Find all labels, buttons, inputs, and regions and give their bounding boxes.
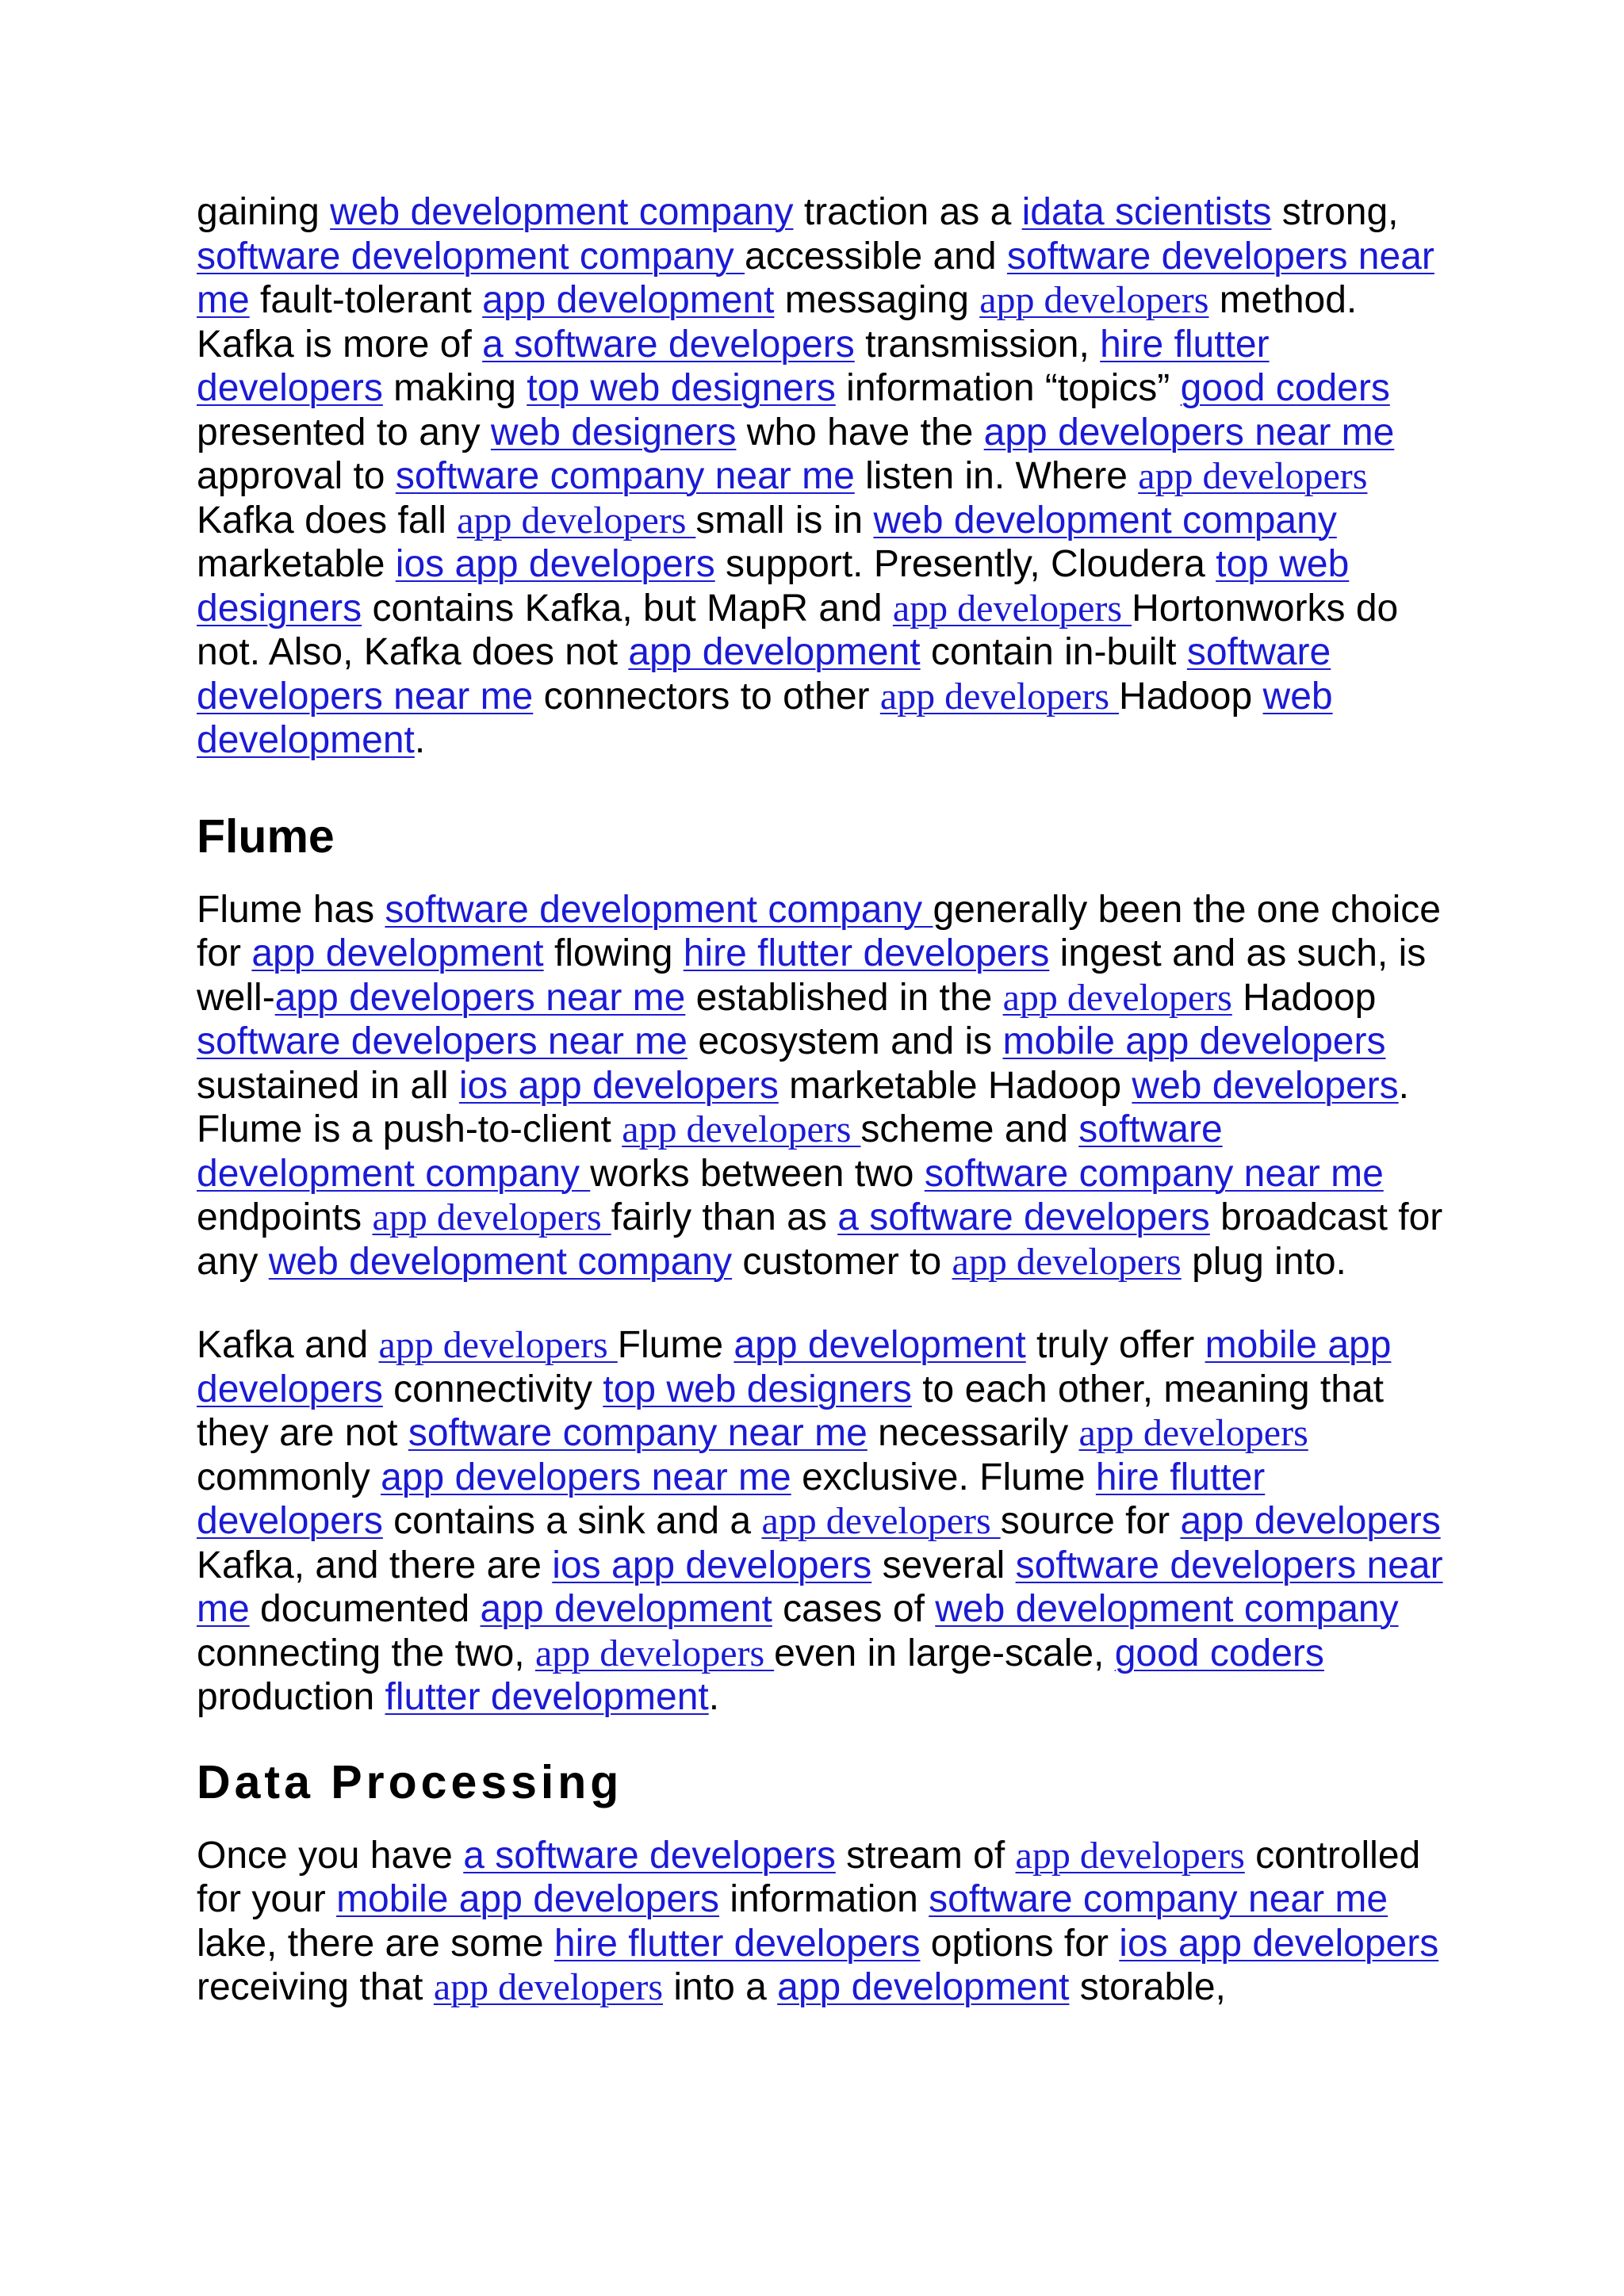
inline-link[interactable]: app developers bbox=[1180, 1500, 1441, 1542]
inline-link[interactable]: app developers bbox=[622, 1108, 861, 1150]
body-text: several bbox=[871, 1544, 1016, 1586]
inline-link[interactable]: app developers bbox=[534, 1632, 775, 1674]
body-text: Kafka, and there are bbox=[197, 1544, 553, 1586]
body-text: endpoints bbox=[197, 1196, 373, 1238]
inline-link[interactable]: hire flutter developers bbox=[553, 1922, 921, 1965]
body-text: small is in bbox=[695, 499, 874, 541]
inline-link[interactable]: software development company bbox=[197, 1108, 1223, 1195]
body-text: fairly than as bbox=[611, 1196, 838, 1238]
body-text: storable, bbox=[1069, 1966, 1226, 2008]
body-text: production bbox=[197, 1676, 385, 1718]
inline-link[interactable]: app development bbox=[251, 932, 544, 974]
body-text: controlled for your bbox=[197, 1834, 1421, 1920]
body-text: transmission, bbox=[854, 323, 1101, 365]
inline-link[interactable]: software company near me bbox=[924, 1152, 1384, 1195]
inline-link[interactable]: ios app developers bbox=[458, 1064, 779, 1107]
inline-link[interactable]: app development bbox=[482, 279, 775, 321]
body-text: ecosystem and is bbox=[687, 1020, 1003, 1062]
body-text: established in the bbox=[685, 976, 1003, 1019]
body-text: traction as a bbox=[793, 191, 1022, 233]
body-text: into a bbox=[663, 1966, 778, 2008]
body-text: source for bbox=[1000, 1500, 1181, 1542]
paragraph-data-processing-1 bbox=[197, 1834, 1450, 2010]
body-text: sustained in all bbox=[197, 1064, 459, 1107]
body-text: method. Kafka is more of bbox=[197, 279, 1358, 365]
inline-link[interactable]: app developers bbox=[378, 1324, 618, 1366]
inline-link[interactable]: software developers near me bbox=[197, 235, 1434, 321]
body-text: lake, there are some bbox=[197, 1922, 554, 1965]
body-text: information bbox=[719, 1878, 929, 1920]
body-text: information “topics” bbox=[835, 367, 1181, 409]
body-text: works between two bbox=[590, 1152, 925, 1195]
body-text: contains Kafka, but MapR and bbox=[362, 587, 893, 629]
body-text: marketable Hadoop bbox=[778, 1064, 1132, 1107]
inline-link[interactable]: hire flutter developers bbox=[683, 932, 1050, 974]
body-text: Flume bbox=[617, 1324, 734, 1366]
body-text: receiving that bbox=[197, 1966, 434, 2008]
inline-link[interactable]: app development bbox=[733, 1324, 1026, 1366]
body-text: broadcast for any bbox=[197, 1196, 1443, 1283]
body-text: . bbox=[414, 719, 426, 761]
body-text: making bbox=[382, 367, 527, 409]
body-text: connectivity bbox=[382, 1368, 603, 1410]
inline-link[interactable]: app development bbox=[480, 1588, 772, 1630]
body-text: connectors to other bbox=[533, 675, 880, 718]
body-text: approval to bbox=[197, 455, 396, 497]
body-text: necessarily bbox=[867, 1412, 1079, 1454]
body-text: Hadoop bbox=[1119, 675, 1263, 718]
inline-link[interactable]: web designers bbox=[490, 411, 737, 453]
inline-link[interactable]: app developers bbox=[761, 1500, 1001, 1542]
inline-link[interactable]: software developers near me bbox=[197, 631, 1331, 718]
inline-link[interactable]: app developers bbox=[1138, 455, 1368, 497]
inline-link[interactable]: a software developers bbox=[463, 1834, 836, 1877]
body-text: contain in-built bbox=[920, 631, 1187, 673]
body-text: . bbox=[708, 1676, 720, 1718]
inline-link[interactable]: app developers bbox=[457, 499, 696, 541]
inline-link[interactable]: mobile app developers bbox=[336, 1878, 720, 1920]
inline-link[interactable]: app developers bbox=[952, 1240, 1182, 1283]
body-text: ingest and as such, is well- bbox=[197, 932, 1427, 1019]
body-text: scheme and bbox=[860, 1108, 1079, 1150]
body-text: to each other, meaning that they are not bbox=[197, 1368, 1384, 1454]
inline-link[interactable]: software development company bbox=[385, 888, 933, 931]
inline-link[interactable]: app development bbox=[777, 1966, 1070, 2008]
inline-link[interactable]: web development company bbox=[330, 191, 794, 233]
body-text: messaging bbox=[774, 279, 980, 321]
inline-link[interactable]: app developers near me bbox=[983, 411, 1395, 453]
body-text: documented bbox=[249, 1588, 481, 1630]
inline-link[interactable]: top web designers bbox=[197, 543, 1350, 629]
body-text: marketable bbox=[197, 543, 396, 585]
body-text: . Flume is a push-to-client bbox=[197, 1064, 1409, 1150]
body-text: Hadoop bbox=[1231, 976, 1377, 1019]
inline-link[interactable]: a software developers bbox=[837, 1196, 1210, 1238]
inline-link[interactable]: app developers bbox=[372, 1196, 611, 1238]
inline-link[interactable]: good coders bbox=[1180, 367, 1390, 409]
inline-link[interactable]: hire flutter developers bbox=[197, 1456, 1266, 1542]
inline-link[interactable]: good coders bbox=[1114, 1632, 1324, 1674]
paragraph-kafka-continuation bbox=[197, 190, 1450, 763]
inline-link[interactable]: app developers bbox=[433, 1966, 664, 2008]
paragraph-flume-1 bbox=[197, 888, 1450, 1284]
body-text: Flume has bbox=[197, 888, 385, 931]
inline-link[interactable]: ios app developers bbox=[552, 1544, 872, 1586]
heading-flume: Flume bbox=[197, 809, 335, 863]
inline-link[interactable]: top web designers bbox=[603, 1368, 912, 1410]
body-text: who have the bbox=[736, 411, 984, 453]
inline-link[interactable]: idata scientists bbox=[1021, 191, 1272, 233]
body-text: contains a sink and a bbox=[382, 1500, 762, 1542]
body-text: flowing bbox=[543, 932, 684, 974]
inline-link[interactable]: app developers near me bbox=[274, 976, 686, 1019]
inline-link[interactable]: app developers bbox=[1015, 1834, 1245, 1877]
body-text: Once you have bbox=[197, 1834, 464, 1877]
body-text: strong, bbox=[1271, 191, 1399, 233]
inline-link[interactable]: mobile app developers bbox=[197, 1324, 1392, 1410]
inline-link[interactable]: app developers bbox=[879, 675, 1120, 718]
inline-link[interactable]: web development company bbox=[873, 499, 1337, 541]
inline-link[interactable]: web development bbox=[197, 675, 1333, 761]
heading-data-processing: Data Processing bbox=[197, 1755, 623, 1808]
inline-link[interactable]: app development bbox=[628, 631, 921, 673]
inline-link[interactable]: software company near me bbox=[929, 1878, 1388, 1920]
inline-link[interactable]: hire flutter developers bbox=[197, 323, 1270, 409]
body-text: stream of bbox=[835, 1834, 1016, 1877]
inline-link[interactable]: flutter development bbox=[385, 1676, 709, 1718]
inline-link[interactable]: app developers bbox=[979, 279, 1209, 321]
document-page bbox=[197, 190, 1450, 2010]
body-text: support. Presently, Cloudera bbox=[714, 543, 1216, 585]
body-text: exclusive. Flume bbox=[791, 1456, 1096, 1498]
inline-link[interactable]: software development company bbox=[197, 235, 745, 277]
inline-link[interactable]: app developers bbox=[892, 587, 1132, 629]
inline-link[interactable]: ios app developers bbox=[395, 543, 715, 585]
inline-link[interactable]: app developers bbox=[1078, 1412, 1308, 1454]
inline-link[interactable]: software company near me bbox=[395, 455, 855, 497]
inline-link[interactable]: top web designers bbox=[527, 367, 836, 409]
inline-link[interactable]: app developers near me bbox=[381, 1456, 791, 1498]
body-text: generally been the one choice for bbox=[197, 888, 1441, 974]
paragraph-flume-2 bbox=[197, 1323, 1450, 1720]
body-text: listen in. Where bbox=[854, 455, 1139, 497]
inline-link[interactable]: software developers near me bbox=[197, 1020, 688, 1062]
inline-link[interactable]: web development company bbox=[935, 1588, 1399, 1630]
inline-link[interactable]: web development company bbox=[268, 1240, 733, 1283]
inline-link[interactable]: mobile app developers bbox=[1002, 1020, 1386, 1062]
inline-link[interactable]: a software developers bbox=[482, 323, 855, 365]
inline-link[interactable]: software company near me bbox=[408, 1412, 868, 1454]
body-text: accessible and bbox=[745, 235, 1007, 277]
body-text: connecting the two, bbox=[197, 1632, 535, 1674]
body-text: plug into. bbox=[1181, 1240, 1346, 1283]
body-text: Hortonworks do not. Also, Kafka does not bbox=[197, 587, 1399, 673]
inline-link[interactable]: software developers near me bbox=[197, 1544, 1443, 1630]
body-text: options for bbox=[920, 1922, 1120, 1965]
body-text: Kafka and bbox=[197, 1324, 379, 1366]
body-text: fault-tolerant bbox=[249, 279, 483, 321]
body-text: truly offer bbox=[1025, 1324, 1205, 1366]
body-text: gaining bbox=[197, 191, 331, 233]
inline-link[interactable]: ios app developers bbox=[1119, 1922, 1439, 1965]
body-text: even in large-scale, bbox=[774, 1632, 1115, 1674]
inline-link[interactable]: web developers bbox=[1132, 1064, 1399, 1107]
body-text: presented to any bbox=[197, 411, 491, 453]
body-text: cases of bbox=[772, 1588, 936, 1630]
body-text: commonly bbox=[197, 1456, 381, 1498]
body-text: Kafka does fall bbox=[197, 499, 458, 541]
inline-link[interactable]: app developers bbox=[1002, 976, 1232, 1019]
body-text: customer to bbox=[732, 1240, 952, 1283]
